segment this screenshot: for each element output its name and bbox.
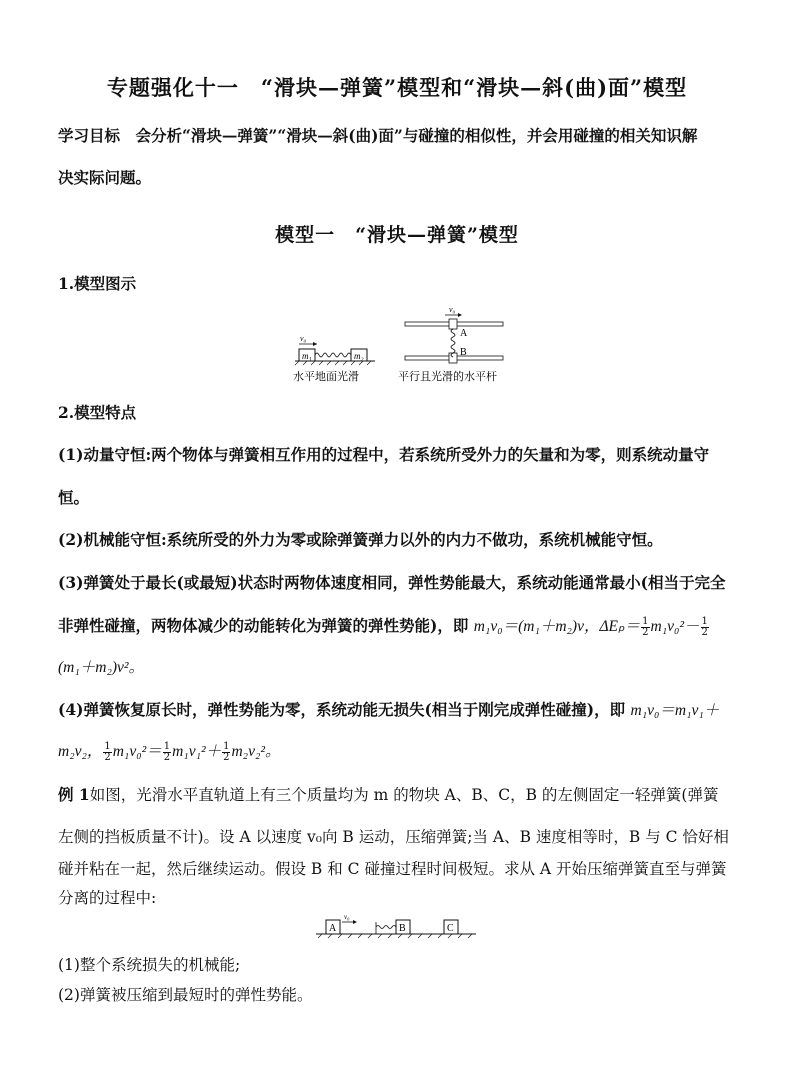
- feature3-line1: (3)弹簧处于最长(或最短)状态时两物体速度相同，弹性势能最大，系统动能通常最小(相当于完全: [58, 573, 726, 592]
- example-line3: 碰并粘在一起，然后继续运动。假设 B 和 C 碰撞过程时间极短。求从 A 开始压缩弹簧直至与弹簧: [58, 860, 727, 878]
- label-A: A: [460, 328, 468, 339]
- fraction-half: $\frac{1}{2}$: [642, 615, 649, 638]
- label-C: C: [447, 923, 454, 934]
- feature4-text: (4)弹簧恢复原长时，弹性势能为零，系统动能无损失(相当于刚完成弹性碰撞)，即: [58, 700, 631, 719]
- feature4-line2: m₂v₂， $\frac{1}{2}$ m₁v₀²＝ $\frac{1}{2}$ m₁v₁²＋ $\frac{1}{2}$ m₂v₂²。: [58, 740, 281, 763]
- model-figure: [285, 303, 515, 388]
- rod-diagram: [405, 305, 503, 363]
- section-model-diagram: 1.模型图示: [58, 274, 137, 293]
- example-line4: 分离的过程中:: [58, 889, 157, 907]
- ring-A: [449, 319, 457, 329]
- learning-goal-line2: 决实际问题。: [58, 168, 152, 187]
- feature4-equation: m₁v₀＝m₁v₁＋: [630, 702, 720, 719]
- caption-left: 水平地面光滑: [293, 371, 359, 383]
- ring-B: [449, 353, 457, 363]
- feature3-line3: (m₁＋m₂)v²。: [58, 659, 145, 676]
- example-label: 例 1: [58, 785, 90, 804]
- fraction-half: $\frac{1}{2}$: [701, 615, 708, 638]
- caption-right: 平行且光滑的水平杆: [398, 371, 497, 383]
- example-line1: 例 1如图，光滑水平直轨道上有三个质量均为 m 的物块 A、B、C，B 的左侧固定一轻弹簧(弹簧: [58, 785, 719, 804]
- feature1-line2: 恒。: [58, 488, 90, 507]
- spring-horizontal: [315, 353, 351, 357]
- page-title: 专题强化十一 “滑块—弹簧”模型和“滑块—斜(曲)面”模型: [106, 75, 688, 100]
- question-1: (1)整个系统损失的机械能;: [58, 956, 241, 974]
- feature3-equation-tail: m₁v₀²－: [650, 618, 700, 635]
- section-model-features: 2.模型特点: [58, 403, 137, 422]
- example-figure: [314, 910, 480, 942]
- fraction-half: $\frac{1}{2}$: [223, 740, 230, 763]
- label-m1: m₁: [302, 351, 312, 361]
- label-v0-left: v₀: [300, 334, 307, 343]
- spring: [376, 926, 396, 929]
- feature3-line2: [58, 614, 710, 638]
- feature3-equation: m₁v₀＝(m₁＋m₂)v，ΔEₚ＝: [473, 618, 641, 635]
- example-line2: 左侧的挡板质量不计)。设 A 以速度 v₀向 B 运动，压缩弹簧;当 A、B 速度相等时，B 与 C 恰好相: [58, 828, 729, 846]
- learning-goal-line1: 学习目标 会分析“滑块—弹簧”“滑块—斜(曲)面”与碰撞的相似性，并会用碰撞的相关知识解: [58, 126, 698, 145]
- label-v0: v₀: [344, 913, 350, 921]
- feature1-line1: (1)动量守恒:两个物体与弹簧相互作用的过程中，若系统所受外力的矢量和为零，则系统动量守: [58, 445, 710, 464]
- label-B: B: [460, 347, 467, 358]
- question-2: (2)弹簧被压缩到最短时的弹性势能。: [58, 986, 313, 1004]
- model1-heading: 模型一 “滑块—弹簧”模型: [275, 224, 519, 246]
- feature2: (2)机械能守恒:系统所受的外力为零或除弹簧弹力以外的内力不做功，系统机械能守恒。: [58, 530, 663, 549]
- label-B: B: [399, 923, 406, 934]
- fraction-half: $\frac{1}{2}$: [104, 740, 111, 763]
- feature3-text: 非弹性碰撞，两物体减少的动能转化为弹簧的弹性势能)，即: [58, 616, 474, 635]
- feature4-line1: [58, 698, 719, 720]
- label-A: A: [329, 923, 337, 934]
- fraction-half: $\frac{1}{2}$: [163, 740, 171, 763]
- ground-diagram: [295, 334, 375, 365]
- label-v0-right: v₀: [449, 305, 456, 314]
- label-m2: m₂: [354, 351, 364, 361]
